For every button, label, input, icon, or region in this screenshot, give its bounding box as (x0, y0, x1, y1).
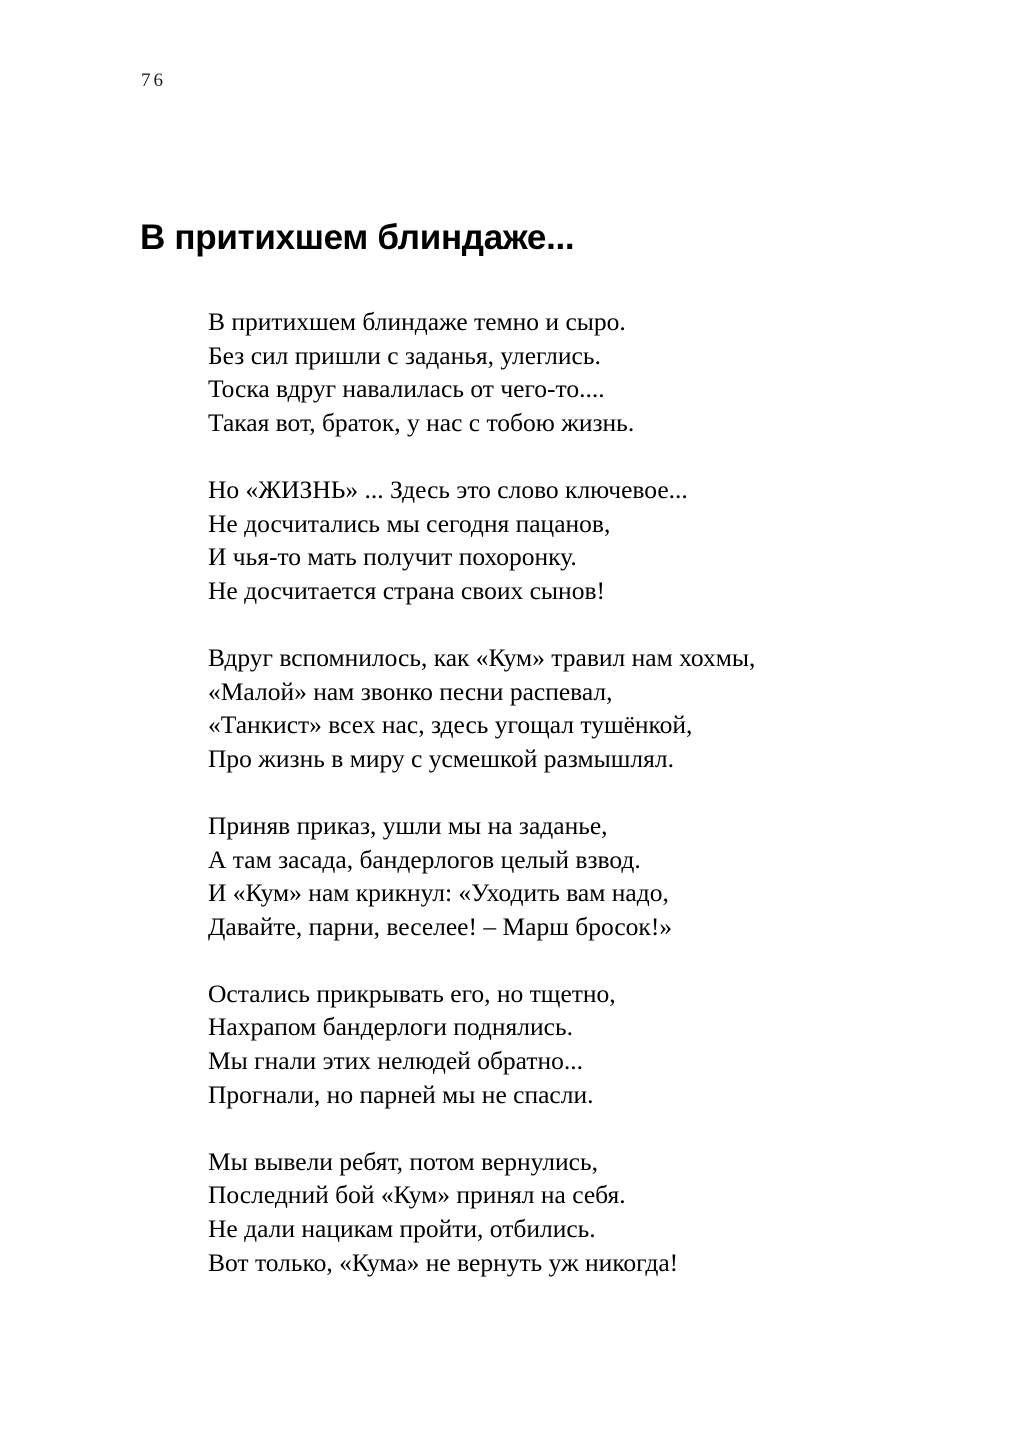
poem-line: Мы вывели ребят, потом вернулись, (208, 1146, 598, 1176)
poem-line: Давайте, парни, веселее! – Марш бросок!» (208, 911, 673, 941)
poem-line: И чья-то мать получит похоронку. (208, 542, 577, 572)
page-number: 76 (141, 70, 166, 91)
poem-line: Не досчитались мы сегодня пацанов, (208, 508, 611, 538)
poem-line: Последний бой «Кум» принял на себя. (208, 1180, 626, 1210)
poem-body (208, 305, 755, 1313)
poem-line: Не досчитается страна своих сынов! (208, 575, 605, 605)
poem-line: Остались прикрывать его, но тщетно, (208, 978, 616, 1008)
stanza (208, 1145, 755, 1279)
poem-line: Тоска вдруг навалилась от чего-то.... (208, 374, 605, 404)
stanza (208, 809, 755, 943)
poem-line: Приняв приказ, ушли мы на заданье, (208, 810, 608, 840)
poem-line: А там засада, бандерлогов целый взвод. (208, 844, 641, 874)
poem-line: Вот только, «Кума» не вернуть уж никогда! (208, 1247, 679, 1277)
poem-line: Такая вот, браток, у нас с тобою жизнь. (208, 407, 635, 437)
stanza (208, 473, 755, 607)
poem-title: В притихшем блиндаже... (140, 218, 575, 257)
poem-line: В притихшем блиндаже темно и сыро. (208, 307, 626, 336)
poem-line: Вдруг вспомнилось, как «Кум» травил нам хохмы, (208, 642, 756, 672)
stanza (208, 305, 755, 439)
stanza (208, 977, 755, 1111)
poem-line: Мы гнали этих нелюдей обратно... (208, 1046, 583, 1076)
poem-line: Но «ЖИЗНЬ» ... Здесь это слово ключевое... (208, 474, 688, 504)
poem-line: Про жизнь в миру с усмешкой размышлял. (208, 743, 674, 773)
stanza (208, 641, 755, 775)
poem-line: Без сил пришли с заданья, улеглись. (208, 340, 601, 370)
poem-line: И «Кум» нам крикнул: «Уходить вам надо, (208, 878, 669, 908)
poem-line: «Малой» нам звонко песни распевал, (208, 676, 613, 706)
poem-line: Прогнали, но парней мы не спасли. (208, 1079, 594, 1109)
poem-line: Не дали нацикам пройти, отбились. (208, 1214, 596, 1244)
poem-line: Нахрапом бандерлоги поднялись. (208, 1012, 573, 1042)
poem-line: «Танкист» всех нас, здесь угощал тушёнкой, (208, 710, 693, 740)
